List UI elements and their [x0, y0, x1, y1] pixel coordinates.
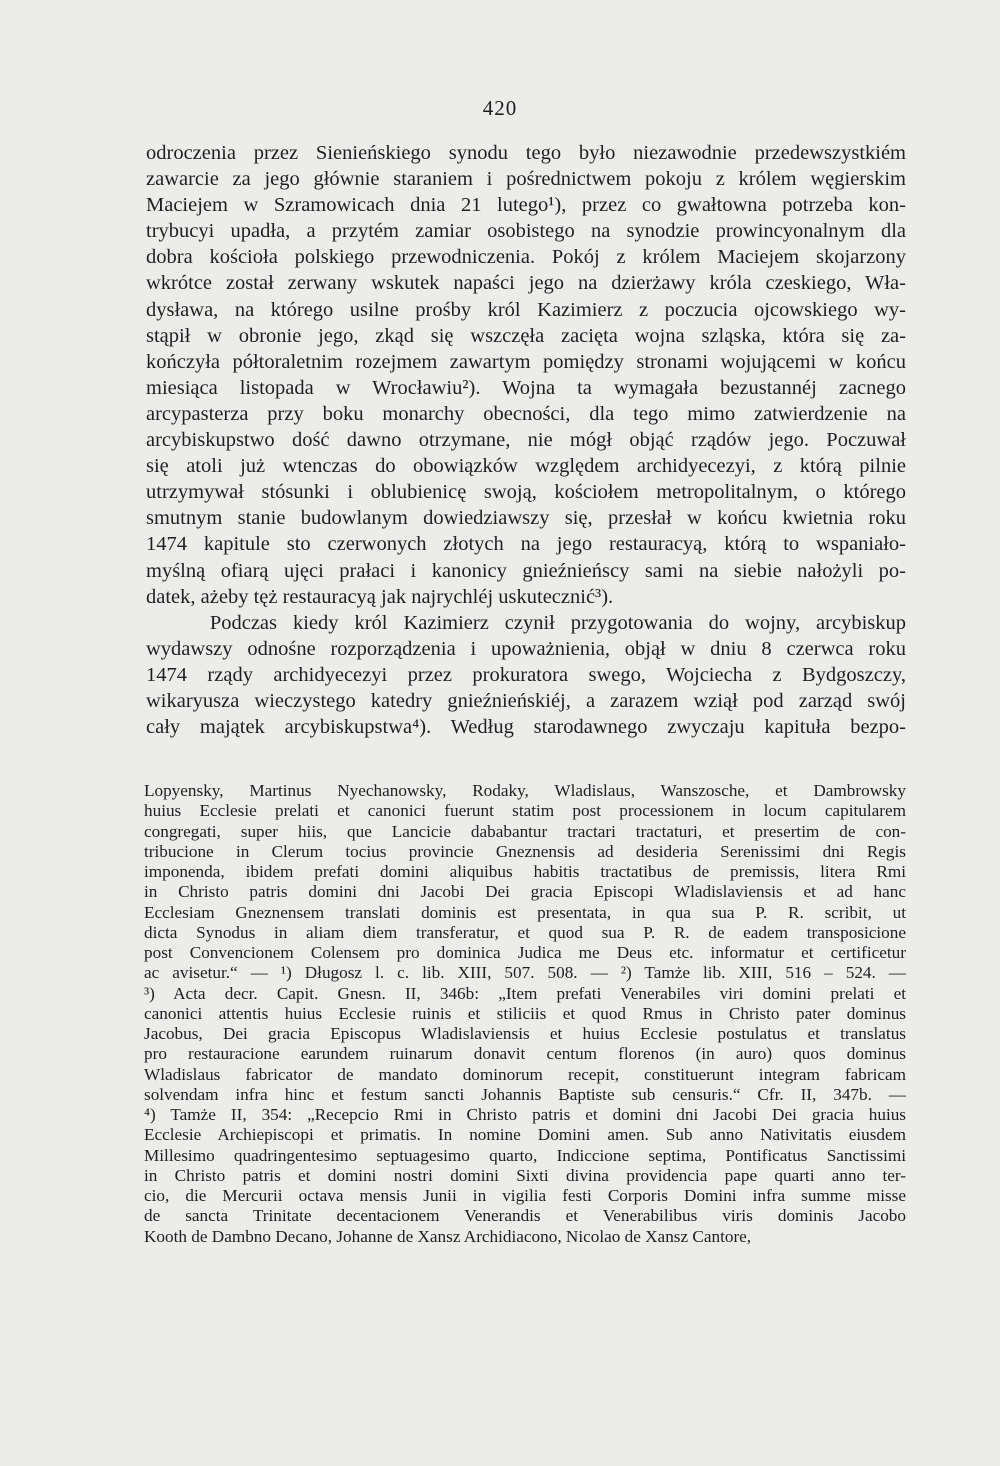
text-line: dobra kościoła polskiego przewodniczenia. Pokój z królem Maciejem skojarzony — [146, 246, 906, 269]
footnotes — [144, 781, 906, 1247]
text-line: stąpił w obronie jego, zkąd się wszczęła zacięta wojna szląska, która się za- — [146, 324, 906, 347]
text-line: cały majątek arcybiskupstwa⁴). Według starodawnego zwyczaju kapituła bezpo- — [146, 716, 906, 739]
footnote-line: post Convencionem Colensem pro dominica Judica me Deus etc. informatur et certificetur — [144, 943, 906, 962]
footnote-line: congregati, super hiis, que Lancicie dababantur tractari tractaturi, et presertim de con- — [144, 821, 906, 841]
footnote-line: Ecclesiam Gneznensem translati dominis est presentata, in qua sua P. R. scribit, ut — [144, 902, 906, 922]
footnote-line: de sancta Trinitate decentacionem Venerandis et Venerabilibus viris dominis Jacobo — [144, 1206, 906, 1226]
text-line: trybucyi upadła, a przytém zamiar osobistego na synodzie prowincyonalnym dla — [146, 220, 906, 243]
text-line: kończyła półtoraletnim rozejmem zawartym pomiędzy stronami wojującemi w końcu — [146, 350, 906, 373]
text-line: Podczas kiedy król Kazimierz czynił przygotowania do wojny, arcybiskup — [146, 611, 906, 634]
text-line: wkrótce został zerwany wskutek napaści jego na dzierżawy króla czeskiego, Wła- — [146, 272, 906, 295]
footnote-line: ³) Acta decr. Capit. Gnesn. II, 346b: „Item prefati Venerabiles viri domini prelati et — [144, 983, 906, 1003]
text-line: zawarcie za jego głównie staraniem i pośrednictwem pokoju z królem węgierskim — [146, 168, 906, 191]
footnote-line: ac avisetur.“ — ¹) Długosz l. c. lib. XIII, 507. 508. — ²) Tamże lib. XIII, 516 – 524. — — [144, 963, 906, 983]
text-line: myślną ofiarą ujęci prałaci i kanonicy gnieźnieńscy sami na siebie nałożyli po- — [146, 559, 906, 582]
footnote-line: Lopyensky, Martinus Nyechanowsky, Rodaky, Wladislaus, Wanszosche, et Dambrowsky — [144, 781, 906, 800]
text-line: utrzymywał stósunki i oblubienicę swoją, kościołem metropolitalnym, o którego — [146, 481, 906, 504]
text-line: 1474 rządy archidyecezyi przez prokuratora swego, Wojciecha z Bydgoszczy, — [146, 663, 906, 686]
text-line: arcybiskupstwo dość dawno otrzymane, nie mógł objąć rządów jego. Poczuwał — [146, 429, 906, 452]
footnote-line: Wladislaus fabricator de mandato dominorum recepit, constituerunt integram fabricam — [144, 1064, 906, 1084]
footnote-line: Kooth de Dambno Decano, Johanne de Xansz Archidiacono, Nicolao de Xansz Cantore, — [144, 1226, 752, 1246]
text-line: odroczenia przez Sienieńskiego synodu tego było niezawodnie przedewszystkiém — [146, 142, 906, 164]
text-line: miesiąca listopada w Wrocławiu²). Wojna ta wymagała bezustannéj zacnego — [146, 376, 906, 399]
footnote-line: dicta Synodus in aliam diem transferatur, et quod sua P. R. de eadem transposicione — [144, 922, 906, 942]
footnote-line: huius Ecclesie prelati et canonici fuerunt statim post processionem in locum capitularem — [144, 801, 906, 821]
text-line: dysława, na którego usilne prośby król Kazimierz z poczucia ojcowskiego wy- — [146, 298, 906, 321]
text-line: wydawszy odnośne rozporządzenia i upoważnienia, objął w dniu 8 czerwca roku — [146, 637, 906, 660]
footnote-line: tribucione in Clerum tocius provincie Gneznensis ad desideria Serenissimi dni Regis — [144, 841, 906, 861]
text-line: smutnym stanie budowlanym dowiedziawszy się, przesłał w końcu kwietnia roku — [146, 507, 906, 530]
main-text — [146, 140, 906, 740]
text-line: wikaryusza wieczystego katedry gnieźnieńskiéj, a zarazem wziął pod zarząd swój — [146, 689, 906, 712]
footnote-line: in Christo patris et domini nostri domini Sixti divina providencia pape quarti anno ter- — [144, 1165, 906, 1185]
footnote-line: cio, die Mercurii octava mensis Junii in vigilia festi Corporis Domini infra summe misse — [144, 1186, 906, 1205]
text-line: arcypasterza przy boku monarchy obecności, dla tego mimo zatwierdzenie na — [146, 402, 906, 425]
footnote-line: Millesimo quadringentesimo septuagesimo quarto, Indiccione septima, Pontificatus Sanctissimi — [144, 1145, 906, 1165]
text-line: się atoli już wtenczas do obowiązków względem archidyecezyi, z którą pilnie — [146, 455, 906, 478]
page-number: 420 — [482, 96, 518, 120]
footnote-line: canonici attentis huius Ecclesie ruinis et stiliciis et quod Rmus in Christo pater dominus — [144, 1003, 906, 1023]
text-line: datek, ażeby tęż restauracyą jak najrychléj uskutecznić³). — [146, 585, 614, 608]
footnote-line: Jacobus, Dei gracia Episcopus Wladislaviensis et huius Ecclesie postulatus et translatus — [144, 1024, 906, 1043]
footnote-line: Ecclesie Archiepiscopi et primatis. In nomine Domini amen. Sub anno Nativitatis eiusdem — [144, 1125, 906, 1145]
text-line: Maciejem w Szramowicach dnia 21 lutego¹), przez co gwałtowna potrzeba kon- — [146, 194, 906, 217]
footnote-line: ⁴) Tamże II, 354: „Recepcio Rmi in Christo patris et domini dni Jacobi Dei gracia huius — [144, 1105, 906, 1124]
footnote-line: pro restauracione earundem ruinarum donavit centum florenos (in auro) quos dominus — [144, 1044, 906, 1064]
footnote-line: solvendam infra hinc et festum sancti Johannis Baptiste sub censuris.“ Cfr. II, 347b. — — [144, 1084, 906, 1104]
footnote-line: in Christo patris domini dni Jacobi Dei gracia Episcopi Wladislaviensis et ad hanc — [144, 882, 906, 902]
footnote-line: imponenda, ibidem prefati domini aliquibus habitis tractatibus de premissis, litera Rmi — [144, 862, 906, 881]
text-line: 1474 kapitule sto czerwonych złotych na jego restauracyą, którą to wspaniało- — [146, 533, 906, 556]
